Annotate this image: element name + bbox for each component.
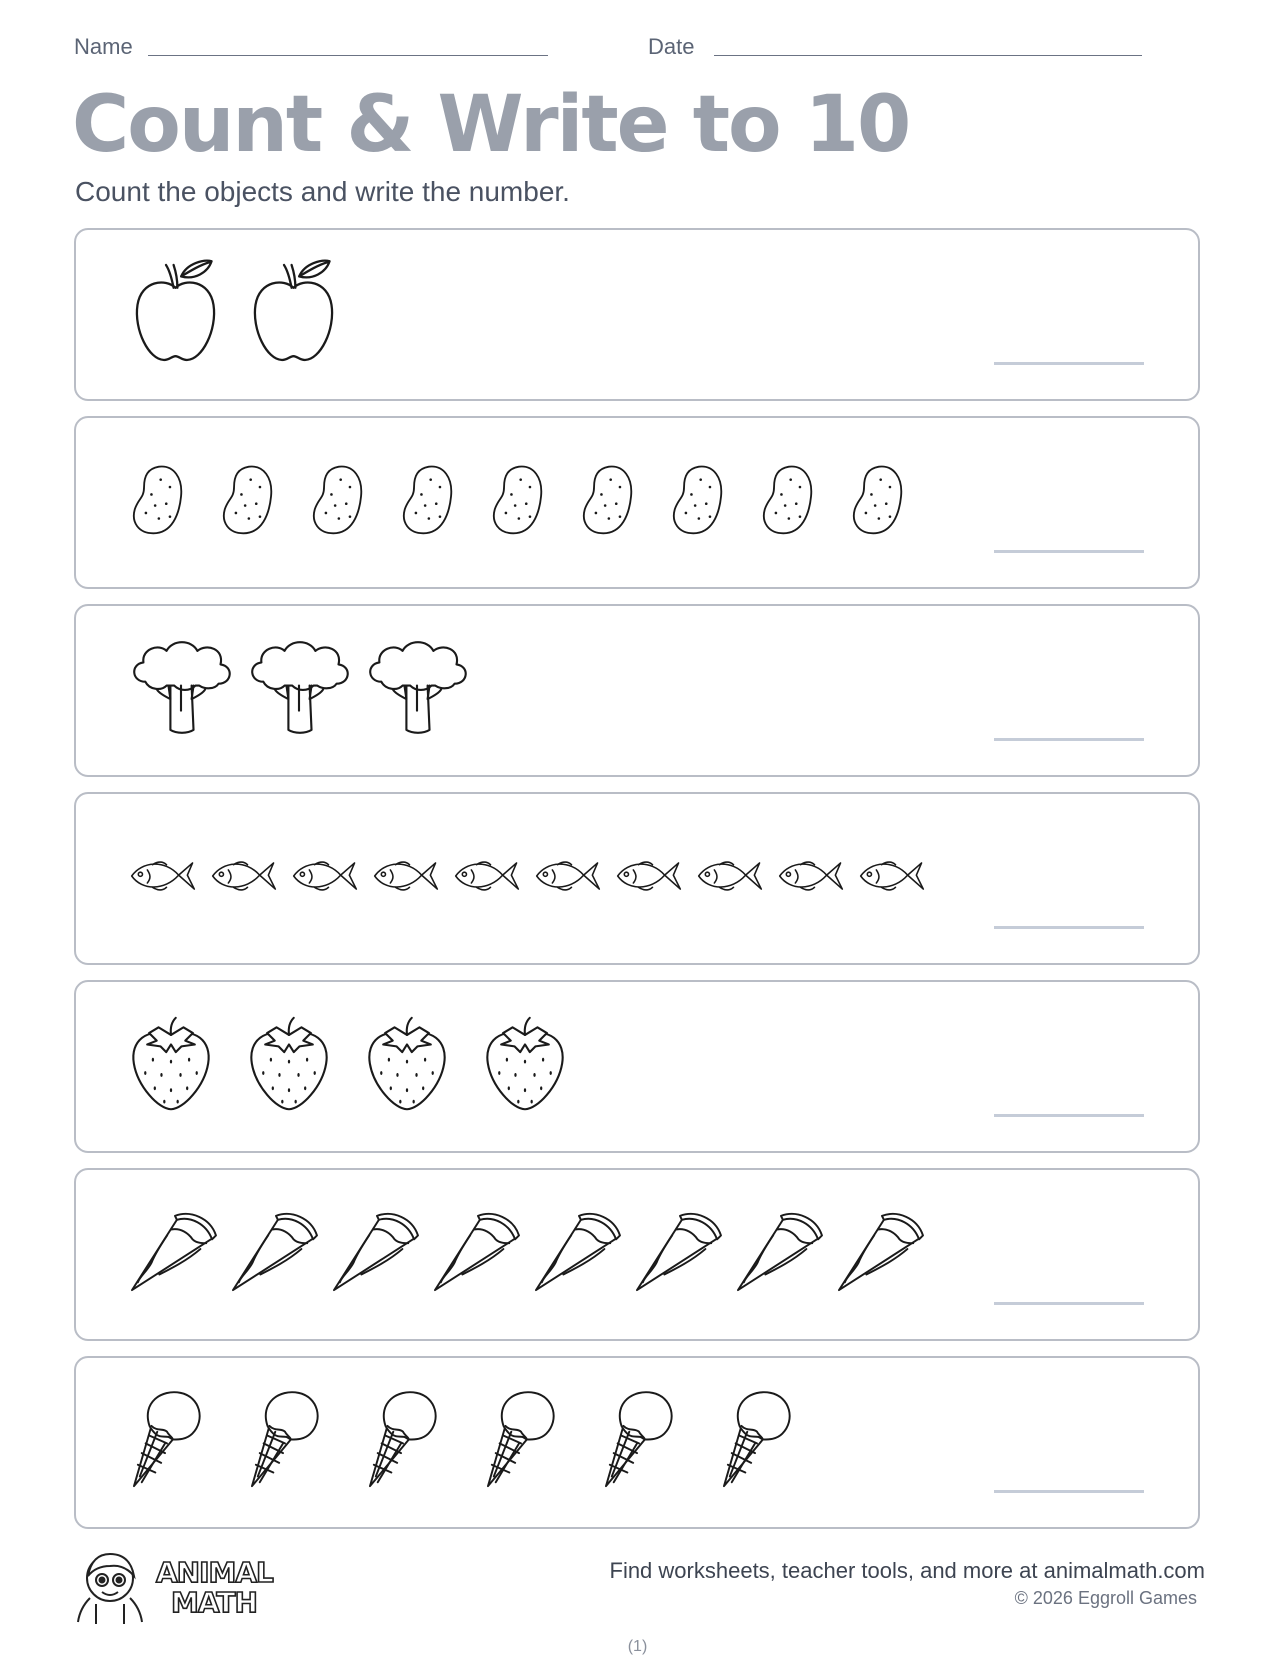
object-group: [128, 618, 482, 763]
object-group: [128, 1182, 936, 1327]
potato-icon: [578, 463, 668, 542]
object-group: [128, 994, 600, 1139]
object-group: [128, 1370, 836, 1515]
apple-icon: [246, 257, 364, 372]
ice-cream-cone-icon: [128, 1389, 246, 1496]
pizza-slice-icon: [734, 1210, 835, 1299]
pizza-slice-icon: [633, 1210, 734, 1299]
ice-cream-cone-icon: [718, 1389, 836, 1496]
ice-cream-cone-icon: [364, 1389, 482, 1496]
strawberry-icon: [128, 1014, 246, 1119]
footer: [0, 1540, 1275, 1655]
pizza-slice-icon: [229, 1210, 330, 1299]
fish-icon: [371, 856, 452, 901]
strawberry-icon: [246, 1014, 364, 1119]
fish-icon: [128, 856, 209, 901]
answer-line[interactable]: [994, 550, 1144, 553]
counting-rows: [74, 228, 1200, 1544]
ice-cream-cone-icon: [600, 1389, 718, 1496]
answer-line[interactable]: [994, 1302, 1144, 1305]
broccoli-icon: [246, 637, 364, 744]
ice-cream-cone-icon: [246, 1389, 364, 1496]
logo-text-line1: ANIMAL: [156, 1556, 273, 1589]
potato-icon: [488, 463, 578, 542]
potato-icon: [758, 463, 848, 542]
page-number: (1): [627, 1638, 648, 1655]
counting-row: [74, 416, 1200, 589]
fish-icon: [533, 856, 614, 901]
potato-icon: [848, 463, 938, 542]
counting-row: [74, 980, 1200, 1153]
fish-icon: [290, 856, 371, 901]
answer-line[interactable]: [994, 1490, 1144, 1493]
broccoli-icon: [128, 637, 246, 744]
fish-icon: [776, 856, 857, 901]
pizza-slice-icon: [128, 1210, 229, 1299]
counting-row: [74, 1168, 1200, 1341]
answer-line[interactable]: [994, 926, 1144, 929]
name-field[interactable]: [148, 55, 548, 56]
strawberry-icon: [364, 1014, 482, 1119]
potato-icon: [218, 463, 308, 542]
instructions: Count the objects and write the number.: [75, 176, 570, 207]
potato-icon: [398, 463, 488, 542]
fish-icon: [452, 856, 533, 901]
pizza-slice-icon: [431, 1210, 532, 1299]
page-title: Count & Write to 10: [72, 80, 910, 170]
fish-icon: [614, 856, 695, 901]
strawberry-icon: [482, 1014, 600, 1119]
counting-row: [74, 228, 1200, 401]
fish-icon: [857, 856, 938, 901]
pizza-slice-icon: [835, 1210, 936, 1299]
potato-icon: [308, 463, 398, 542]
apple-icon: [128, 257, 246, 372]
copyright: © 2026 Eggroll Games: [1014, 1588, 1197, 1608]
potato-icon: [128, 463, 218, 542]
date-label: Date: [648, 34, 695, 59]
object-group: [128, 242, 364, 387]
counting-row: [74, 604, 1200, 777]
object-group: [128, 806, 938, 951]
counting-row: [74, 1356, 1200, 1529]
ice-cream-cone-icon: [482, 1389, 600, 1496]
answer-line[interactable]: [994, 738, 1144, 741]
name-label: Name: [74, 34, 133, 59]
broccoli-icon: [364, 637, 482, 744]
object-group: [128, 430, 938, 575]
counting-row: [74, 792, 1200, 965]
animal-math-logo: [74, 1546, 294, 1626]
pizza-slice-icon: [330, 1210, 431, 1299]
pizza-slice-icon: [532, 1210, 633, 1299]
name-date-header: [74, 30, 1200, 62]
logo-text-line2: MATH: [171, 1586, 257, 1619]
potato-icon: [668, 463, 758, 542]
answer-line[interactable]: [994, 1114, 1144, 1117]
fish-icon: [209, 856, 290, 901]
answer-line[interactable]: [994, 362, 1144, 365]
promo-text: Find worksheets, teacher tools, and more at animalmath.com: [609, 1558, 1205, 1583]
fish-icon: [695, 856, 776, 901]
date-field[interactable]: [714, 55, 1142, 56]
